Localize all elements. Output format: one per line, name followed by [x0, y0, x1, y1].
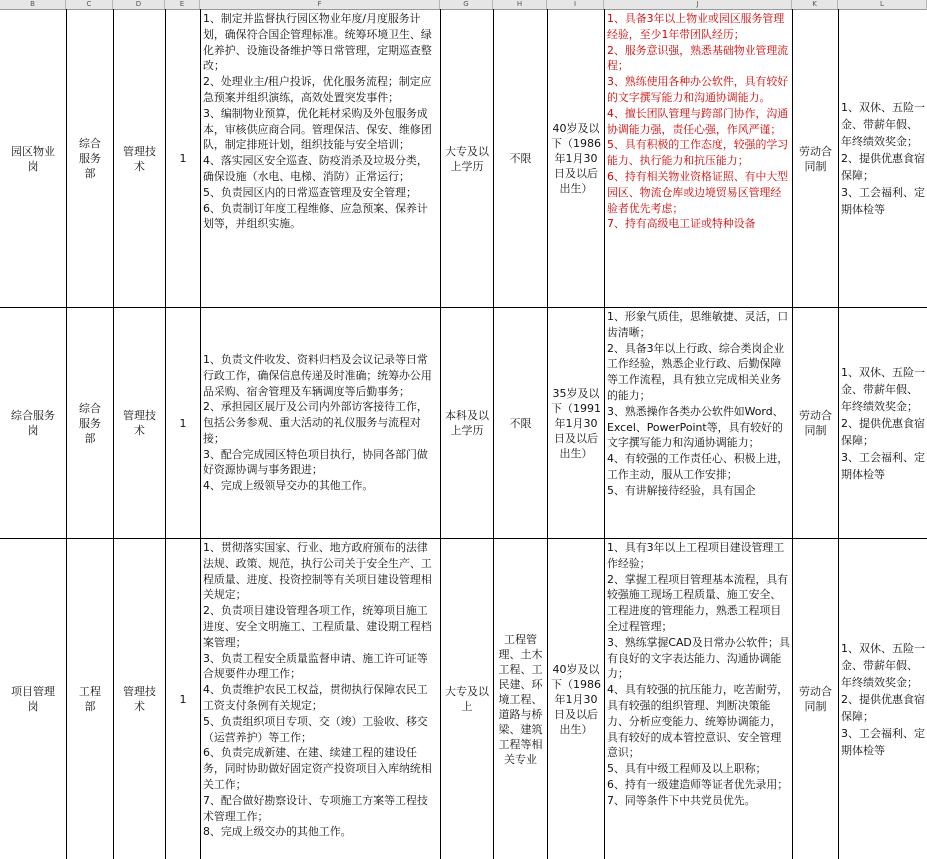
cell-count[interactable]: 1: [179, 416, 187, 430]
cell-requirements[interactable]: 1、具有3年以上工程项目建设管理工作经验； 2、掌握工程项目管理基本流程，具有较强施工现场工程质量、施工安全、工程进度的管理能力，熟悉工程项目全过程管理； 3、熟练掌握CAD及日常办公软件；具有良好的文字表达能力、沟通协调能力； 4、具有较强的抗压能力，吃苦耐劳，具有较强的组织管理、判断决策能力、分析应变能力、统筹协调能力，具有较好的成本管控意识、安全管理意识； 5、具有中级工程师及以上职称； 6、持有一级建造师等证者优先录用； 7、同等条件下中共党员优先。: [607, 541, 790, 807]
cell-major[interactable]: 不限: [509, 416, 532, 430]
cell-education[interactable]: 大专及以上学历: [445, 144, 489, 173]
cell-employment[interactable]: 劳动合同制: [799, 409, 832, 437]
cell-department[interactable]: 综合服务部: [79, 401, 101, 445]
cell-department[interactable]: 工程部: [79, 685, 101, 713]
cell-requirements[interactable]: 1、具备3年以上物业或园区服务管理经验，至少1年带团队经历； 2、服务意识强，熟悉基础物业管理流程； 3、熟练使用各种办公软件，具有较好的文字撰写能力和沟通协调能力。 4、擅长团队管理与跨部门协作，沟通协调能力强，责任心强，作风严谨； 5、具有积极的工作态度，较强的学习能力、执行能力和抗压能力； 6、持有相关物业资格证照、有中大型园区、物流仓库或边境贸易区管理经验者优先考虑； 7、持有高级电工证或特种设备: [607, 12, 789, 231]
cell-education[interactable]: 大专及以上: [445, 685, 489, 713]
cell-duties[interactable]: 1、贯彻落实国家、行业、地方政府颁布的法律法规、政策、规范，执行公司关于安全生产、工程质量、进度、投资控制等有关项目建设管理相关规定； 2、负责项目建设管理各项工作，统筹项目施工进度、安全文明施工、工程质量、建设期工程档案管理； 3、负责工程安全质量监督申请、施工许可证等合规要件办理工作； 4、负责维护农民工权益，贯彻执行保障农民工工资支付条例有关规定； 5、负责组织项目专项、交（竣）工验收、移交（运营养护）等工作； 6、负责完成新建、在建、续建工程的建设任务，同时协助做好固定资产投资项目入库纳统相关工作； 7、配合做好勘察设计、专项施工方案等工程技术管理工作； 8、完成上级交办的其他工作。: [203, 541, 432, 839]
cell-age[interactable]: 40岁及以下（1986年1月30日及以后出生）: [551, 662, 601, 736]
cell-position[interactable]: 综合服务岗: [11, 409, 55, 437]
cell-category[interactable]: 管理技术: [123, 685, 156, 713]
column-letter[interactable]: K: [792, 0, 838, 9]
column-letter[interactable]: E: [165, 0, 200, 9]
cell-employment[interactable]: 劳动合同制: [799, 144, 832, 173]
cell-count[interactable]: 1: [179, 692, 187, 706]
column-letter[interactable]: D: [113, 0, 165, 9]
column-letter[interactable]: J: [604, 0, 792, 9]
cell-duties[interactable]: 1、负责文件收发、资料归档及会议记录等日常行政工作，确保信息传递及时准确；统筹办公用品采购、宿舍管理及车辆调度等后勤事务； 2、承担园区展厅及公司内外部访客接待工作，包括公务参观、重大活动的礼仪服务与流程对接； 3、配合完成园区特色项目执行，协同各部门做好资源协调与事务跟进； 4、完成上级领导交办的其他工作。: [203, 352, 432, 493]
cell-category[interactable]: 管理技术: [123, 144, 156, 173]
cell-major[interactable]: 不限: [509, 152, 532, 165]
cell-requirements[interactable]: 1、形象气质佳，思维敏捷、灵活，口齿清晰； 2、具备3年以上行政、综合类岗企业工作经验，熟悉企业行政、后勤保障等工作流程，具有独立完成相关业务的能力； 3、熟悉操作各类办公软件如Word、Excel、PowerPoint等，具有较好的文字撰写能力和沟通协调能力； 4、有较强的工作责任心、积极上进，工作主动，服从工作安排； 5、有讲解接待经验，具有国企: [607, 310, 789, 497]
column-letter[interactable]: H: [493, 0, 547, 9]
cell-benefits[interactable]: 1、双休、五险一金、带薪年假、年终绩效奖金； 2、提供优惠食宿保障； 3、工会福利、定期体检等: [841, 101, 925, 216]
cell-benefits[interactable]: 1、双休、五险一金、带薪年假、年终绩效奖金； 2、提供优惠食宿保障； 3、工会福利、定期体检等: [841, 365, 925, 481]
column-letter[interactable]: C: [66, 0, 113, 9]
cell-major[interactable]: 工程管理、土木工程、工民建、环境工程、道路与桥梁、建筑工程等相关专业: [498, 632, 543, 766]
column-letter[interactable]: I: [547, 0, 604, 9]
cell-position[interactable]: 项目管理岗: [11, 685, 55, 713]
cell-category[interactable]: 管理技术: [123, 409, 156, 437]
column-header-bar: [0, 0, 927, 10]
cell-department[interactable]: 综合服务部: [79, 137, 101, 180]
column-letter[interactable]: G: [440, 0, 493, 9]
cell-count[interactable]: 1: [179, 152, 187, 165]
cell-education[interactable]: 本科及以上学历: [445, 409, 489, 437]
column-letter[interactable]: F: [200, 0, 440, 9]
column-letter[interactable]: B: [0, 0, 66, 9]
column-letter[interactable]: L: [838, 0, 927, 9]
cell-duties[interactable]: 1、制定并监督执行园区物业年度/月度服务计划，确保符合国企管理标准。统筹环境卫生、绿化养护、设施设备维护等日常管理，定期巡查整改； 2、处理业主/租户投诉，优化服务流程；制定应急预案并组织演练，高效处置突发事件； 3、编制物业预算，优化耗材采购及外包服务成本，审核供应商合同。管理保洁、保安、维修团队，制定排班计划，组织技能与安全培训； 4、落实园区安全巡查、防疫消杀及垃圾分类，确保设施（水电、电梯、消防）正常运行； 5、负责园区内的日常巡查管理及安全管理； 6、负责制订年度工程维修、应急预案、保养计划等，并组织实施。: [203, 12, 432, 231]
cell-age[interactable]: 35岁及以下（1991年1月30日及以后出生）: [551, 386, 601, 460]
cell-position[interactable]: 园区物业岗: [11, 144, 55, 173]
cell-age[interactable]: 40岁及以下（1986年1月30日及以后出生）: [551, 122, 601, 195]
cell-benefits[interactable]: 1、双休、五险一金、带薪年假、年终绩效奖金； 2、提供优惠食宿保障； 3、工会福利、定期体检等: [841, 641, 925, 757]
cell-employment[interactable]: 劳动合同制: [799, 685, 832, 713]
